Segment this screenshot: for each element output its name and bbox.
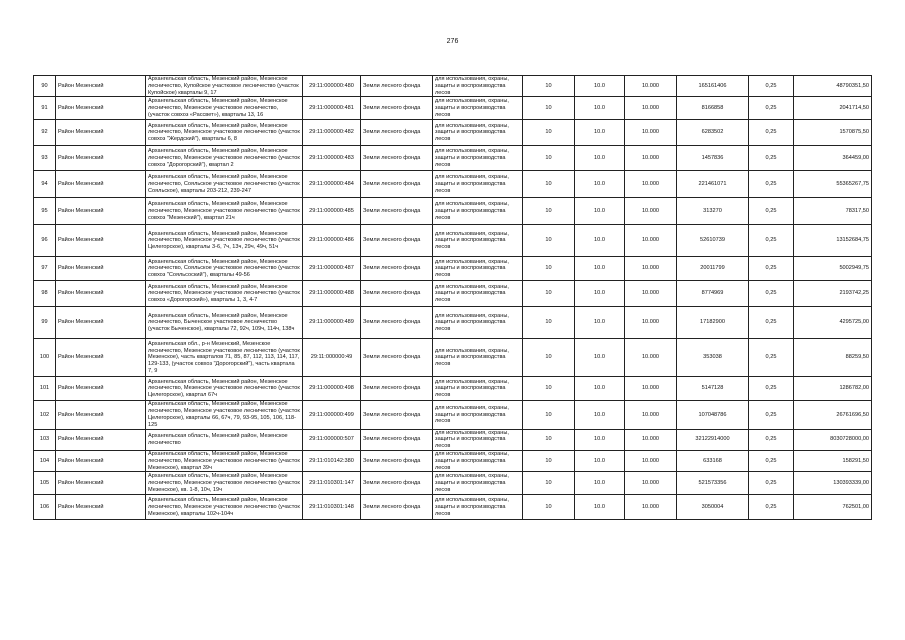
cell-rate: 10 [523,377,575,401]
cell-region: Район Мезенский [56,257,146,281]
cell-address: Архангельская область, Мезенский район, Мезенское лесничество, Мезенское участковое лесничество (участок Целегорское), квартал 67ч [146,377,303,401]
cell-cadastre: 29:11:000000:49 [303,339,361,377]
table-row [34,472,872,495]
cell-category: Земли лесного фонда [361,472,433,495]
table-row [34,120,872,146]
cell-category: Земли лесного фонда [361,97,433,120]
cell-num: 94 [34,171,56,198]
cell-area: 10.0 [575,76,625,97]
cell-category: Земли лесного фонда [361,171,433,198]
cell-category: Земли лесного фонда [361,257,433,281]
cell-cadastre: 29:11:000000:483 [303,146,361,171]
cell-sum: 2193742,25 [794,281,872,307]
cell-sum: 26761696,50 [794,401,872,429]
cell-ratio: 0,25 [749,120,794,146]
cell-address: Архангельская область, Мезенский район, Мезенское лесничество, Мезенское участковое лесничество (участок совхоз "Жердский"), кварталы 6, 8 [146,120,303,146]
cell-region: Район Мезенский [56,495,146,520]
cell-region: Район Мезенский [56,450,146,471]
cell-num: 98 [34,281,56,307]
cell-area: 10.0 [575,401,625,429]
cell-sum: 364459,00 [794,146,872,171]
cell-region: Район Мезенский [56,120,146,146]
cell-sum: 55365267,75 [794,171,872,198]
cell-num: 100 [34,339,56,377]
cell-days: 20011799 [677,257,749,281]
cell-sum: 158291,50 [794,450,872,471]
cell-category: Земли лесного фонда [361,120,433,146]
cell-ratio: 0,25 [749,97,794,120]
cell-region: Район Мезенский [56,171,146,198]
cell-ratio: 0,25 [749,171,794,198]
cell-region: Район Мезенский [56,281,146,307]
cell-sum: 1286782,00 [794,377,872,401]
cell-area: 10.0 [575,97,625,120]
cell-rate: 10 [523,281,575,307]
cell-area: 10.0 [575,257,625,281]
cell-address: Архангельская область, Мезенский район, Мезенское лесничество, Мезенское участковое лесничество (участок Мезенское), кварталы 102ч-104ч [146,495,303,520]
table-row [34,146,872,171]
cell-purpose: для использования, охраны, защиты и воспроизводства лесов [433,198,523,225]
cell-area: 10.0 [575,377,625,401]
cell-ratio: 0,25 [749,146,794,171]
cell-num: 106 [34,495,56,520]
cell-rate: 10 [523,495,575,520]
cell-rate: 10 [523,307,575,339]
cell-ratio: 0,25 [749,76,794,97]
cell-days: 8166858 [677,97,749,120]
cell-purpose: для использования, охраны, защиты и воспроизводства лесов [433,76,523,97]
cell-days: 52610739 [677,225,749,257]
cell-category: Земли лесного фонда [361,450,433,471]
cell-year: 10.000 [625,225,677,257]
cell-ratio: 0,25 [749,429,794,450]
cell-year: 10.000 [625,450,677,471]
cell-category: Земли лесного фонда [361,495,433,520]
cell-days: 221461071 [677,171,749,198]
cell-num: 99 [34,307,56,339]
cell-region: Район Мезенский [56,339,146,377]
cell-rate: 10 [523,429,575,450]
cell-num: 97 [34,257,56,281]
cell-rate: 10 [523,76,575,97]
table-row [34,76,872,97]
table-row [34,97,872,120]
cell-days: 353038 [677,339,749,377]
cell-ratio: 0,25 [749,257,794,281]
cell-address: Архангельская область, Мезенский район, Мезенское лесничество, Сояльское участковое лесничество (участок совхоз "Сояльсоский"), кварталы 49-56 [146,257,303,281]
cell-address: Архангельская область, Мезенский район, Мезенское лесничество [146,429,303,450]
cell-sum: 2041714,50 [794,97,872,120]
table-row [34,281,872,307]
cell-ratio: 0,25 [749,225,794,257]
cell-cadastre: 29:11:000000:484 [303,171,361,198]
cell-address: Архангельская область, Мезенский район, Мезенское лесничество, Мезенское участковое лесничество (участок Мезенское), квартал 39ч [146,450,303,471]
cell-cadastre: 29:11:000000:480 [303,76,361,97]
cell-sum: 130393339,00 [794,472,872,495]
cell-category: Земли лесного фонда [361,146,433,171]
cell-address: Архангельская обл., р-н Мезенский, Мезенское лесничество, Мезенское участковое лесничество (участок Мезенское), часть кварталов 71, 85, 87, 112, 113, 114, 117, 129-133, (участок совхоз "Дорогорский"), часть квартала 7, 9 [146,339,303,377]
cell-ratio: 0,25 [749,472,794,495]
cell-num: 103 [34,429,56,450]
cell-category: Земли лесного фонда [361,225,433,257]
cell-days: 165161406 [677,76,749,97]
table-row [34,429,872,450]
cell-num: 91 [34,97,56,120]
cell-area: 10.0 [575,198,625,225]
cell-cadastre: 29:11:000000:507 [303,429,361,450]
cell-cadastre: 29:11:000000:487 [303,257,361,281]
cell-days: 313270 [677,198,749,225]
cell-rate: 10 [523,198,575,225]
cell-year: 10.000 [625,339,677,377]
cell-year: 10.000 [625,307,677,339]
cell-category: Земли лесного фонда [361,429,433,450]
cell-days: 633168 [677,450,749,471]
cell-ratio: 0,25 [749,377,794,401]
cell-area: 10.0 [575,120,625,146]
cell-days: 521573356 [677,472,749,495]
cell-sum: 88259,50 [794,339,872,377]
table-row [34,257,872,281]
cell-area: 10.0 [575,429,625,450]
cell-num: 95 [34,198,56,225]
cell-address: Архангельская область, Мезенский район, Мезенское лесничество, Мезенское участковое лесничество (участок Целегорское), кварталы 3-6, 7ч, 13ч, 29ч, 49ч, 51ч [146,225,303,257]
table-row [34,171,872,198]
cell-rate: 10 [523,97,575,120]
cell-region: Район Мезенский [56,377,146,401]
cell-purpose: для использования, охраны, защиты и воспроизводства лесов [433,171,523,198]
cell-region: Район Мезенский [56,97,146,120]
table-row [34,495,872,520]
cell-area: 10.0 [575,171,625,198]
cell-num: 90 [34,76,56,97]
cell-cadastre: 29:11:000000:485 [303,198,361,225]
cell-address: Архангельская область, Мезенский район, Мезенское лесничество, Мезенское участковое лесничество (участок совхоз "Мезенский"), квартал 21ч [146,198,303,225]
cell-cadastre: 29:11:010142:380 [303,450,361,471]
table-row [34,225,872,257]
cell-cadastre: 29:11:000000:498 [303,377,361,401]
cell-address: Архангельская область, Мезенский район, Мезенское лесничество, Мезенское участковое лесничество (участок совхоз "Дорогорский"), квартал 2 [146,146,303,171]
cell-cadastre: 29:11:000000:482 [303,120,361,146]
cell-category: Земли лесного фонда [361,339,433,377]
table-row [34,401,872,429]
cell-year: 10.000 [625,198,677,225]
cell-year: 10.000 [625,257,677,281]
cell-rate: 10 [523,450,575,471]
cell-cadastre: 29:11:010301:148 [303,495,361,520]
cell-address: Архангельская область, Мезенский район, Мезенское лесничество, Купойское участковое лесничество (участок Купойское) кварталы 9, 17 [146,76,303,97]
cell-num: 93 [34,146,56,171]
cell-area: 10.0 [575,225,625,257]
cell-rate: 10 [523,171,575,198]
cell-ratio: 0,25 [749,198,794,225]
table-row [34,377,872,401]
cell-purpose: для использования, охраны, защиты и воспроизводства лесов [433,225,523,257]
cell-rate: 10 [523,225,575,257]
cell-region: Район Мезенский [56,401,146,429]
cell-region: Район Мезенский [56,307,146,339]
cell-rate: 10 [523,339,575,377]
cell-sum: 762501,00 [794,495,872,520]
cell-rate: 10 [523,146,575,171]
cell-ratio: 0,25 [749,401,794,429]
cell-purpose: для использования, охраны, защиты и воспроизводства лесов [433,97,523,120]
cell-num: 96 [34,225,56,257]
cell-category: Земли лесного фонда [361,281,433,307]
cell-cadastre: 29:11:000000:481 [303,97,361,120]
cell-address: Архангельская область, Мезенский район, Мезенское лесничество, Сояльское участковое лесничество (участок Сояльское), кварталы 203-212, 239-247 [146,171,303,198]
cell-region: Район Мезенский [56,472,146,495]
cell-area: 10.0 [575,339,625,377]
cell-ratio: 0,25 [749,339,794,377]
cell-area: 10.0 [575,495,625,520]
cell-days: 107048786 [677,401,749,429]
land-plots-table [33,75,872,520]
cell-area: 10.0 [575,472,625,495]
cell-rate: 10 [523,401,575,429]
cell-ratio: 0,25 [749,281,794,307]
cell-purpose: для использования, охраны, защиты и воспроизводства лесов [433,146,523,171]
cell-year: 10.000 [625,171,677,198]
cell-address: Архангельская область, Мезенский район, Мезенское лесничество, Мезенское участковое лесничество (участок Целегорское), кварталы 66, 67ч, 79, 93-95, 105, 106, 118-125 [146,401,303,429]
cell-purpose: для использования, охраны, защиты и воспроизводства лесов [433,495,523,520]
cell-days: 3050004 [677,495,749,520]
cell-region: Район Мезенский [56,76,146,97]
page-number: 276 [446,38,459,45]
cell-num: 105 [34,472,56,495]
table-row [34,307,872,339]
cell-year: 10.000 [625,281,677,307]
cell-year: 10.000 [625,120,677,146]
table-row [34,450,872,471]
cell-category: Земли лесного фонда [361,401,433,429]
cell-category: Земли лесного фонда [361,198,433,225]
cell-region: Район Мезенский [56,225,146,257]
cell-ratio: 0,25 [749,495,794,520]
cell-area: 10.0 [575,146,625,171]
cell-address: Архангельская область, Мезенский район, Мезенское лесничество, Мезенское участковое лесничество (участок Мезенское), кв. 1-8, 10ч, 19ч [146,472,303,495]
cell-days: 17182900 [677,307,749,339]
cell-cadastre: 29:11:000000:499 [303,401,361,429]
cell-ratio: 0,25 [749,307,794,339]
cell-cadastre: 29:11:000000:486 [303,225,361,257]
cell-category: Земли лесного фонда [361,76,433,97]
cell-cadastre: 29:11:000000:489 [303,307,361,339]
cell-address: Архангельская область, Мезенский район, Мезенское лесничество, Мезенское участковое лесничество (участок совхоз «Дорогорский»), кварталы 1, 3, 4-7 [146,281,303,307]
cell-days: 6283502 [677,120,749,146]
cell-year: 10.000 [625,472,677,495]
cell-year: 10.000 [625,146,677,171]
cell-purpose: для использования, охраны, защиты и воспроизводства лесов [433,281,523,307]
cell-ratio: 0,25 [749,450,794,471]
cell-purpose: для использования, охраны, защиты и воспроизводства лесов [433,120,523,146]
cell-days: 5147128 [677,377,749,401]
cell-year: 10.000 [625,76,677,97]
cell-num: 101 [34,377,56,401]
cell-sum: 1570875,50 [794,120,872,146]
cell-rate: 10 [523,472,575,495]
cell-area: 10.0 [575,450,625,471]
cell-region: Район Мезенский [56,198,146,225]
cell-rate: 10 [523,257,575,281]
cell-purpose: для использования, охраны, защиты и воспроизводства лесов [433,429,523,450]
cell-sum: 13152684,75 [794,225,872,257]
cell-purpose: для использования, охраны, защиты и воспроизводства лесов [433,377,523,401]
cell-days: 8774969 [677,281,749,307]
cell-address: Архангельская область, Мезенский район, Мезенское лесничество, Мезенское участковое лесничество, (участок совхоз «Рассвет»), кварталы 13, 16 [146,97,303,120]
cell-address: Архангельская область, Мезенский район, Мезенское лесничество, Быченское участковое лесничество (участок Быченское), кварталы 72, 92ч, 109ч, 114ч, 138ч [146,307,303,339]
cell-num: 92 [34,120,56,146]
cell-sum: 4295725,00 [794,307,872,339]
table-row [34,339,872,377]
cell-num: 102 [34,401,56,429]
cell-purpose: для использования, охраны, защиты и воспроизводства лесов [433,257,523,281]
cell-year: 10.000 [625,377,677,401]
cell-sum: 5002949,75 [794,257,872,281]
cell-category: Земли лесного фонда [361,377,433,401]
cell-purpose: для использования, охраны, защиты и воспроизводства лесов [433,472,523,495]
cell-cadastre: 29:11:000000:488 [303,281,361,307]
cell-purpose: для использования, охраны, защиты и воспроизводства лесов [433,450,523,471]
cell-rate: 10 [523,120,575,146]
cell-sum: 8030728000,00 [794,429,872,450]
cell-region: Район Мезенский [56,429,146,450]
cell-days: 1457836 [677,146,749,171]
cell-region: Район Мезенский [56,146,146,171]
cell-num: 104 [34,450,56,471]
cell-area: 10.0 [575,281,625,307]
cell-category: Земли лесного фонда [361,307,433,339]
cell-year: 10.000 [625,97,677,120]
cell-cadastre: 29:11:010301:147 [303,472,361,495]
table-row [34,198,872,225]
cell-year: 10.000 [625,429,677,450]
cell-year: 10.000 [625,401,677,429]
cell-sum: 78317,50 [794,198,872,225]
cell-sum: 48790351,50 [794,76,872,97]
cell-area: 10.0 [575,307,625,339]
cell-year: 10.000 [625,495,677,520]
cell-days: 32122914000 [677,429,749,450]
cell-purpose: для использования, охраны, защиты и воспроизводства лесов [433,339,523,377]
cell-purpose: для использования, охраны, защиты и воспроизводства лесов [433,307,523,339]
cell-purpose: для использования, охраны, защиты и воспроизводства лесов [433,401,523,429]
